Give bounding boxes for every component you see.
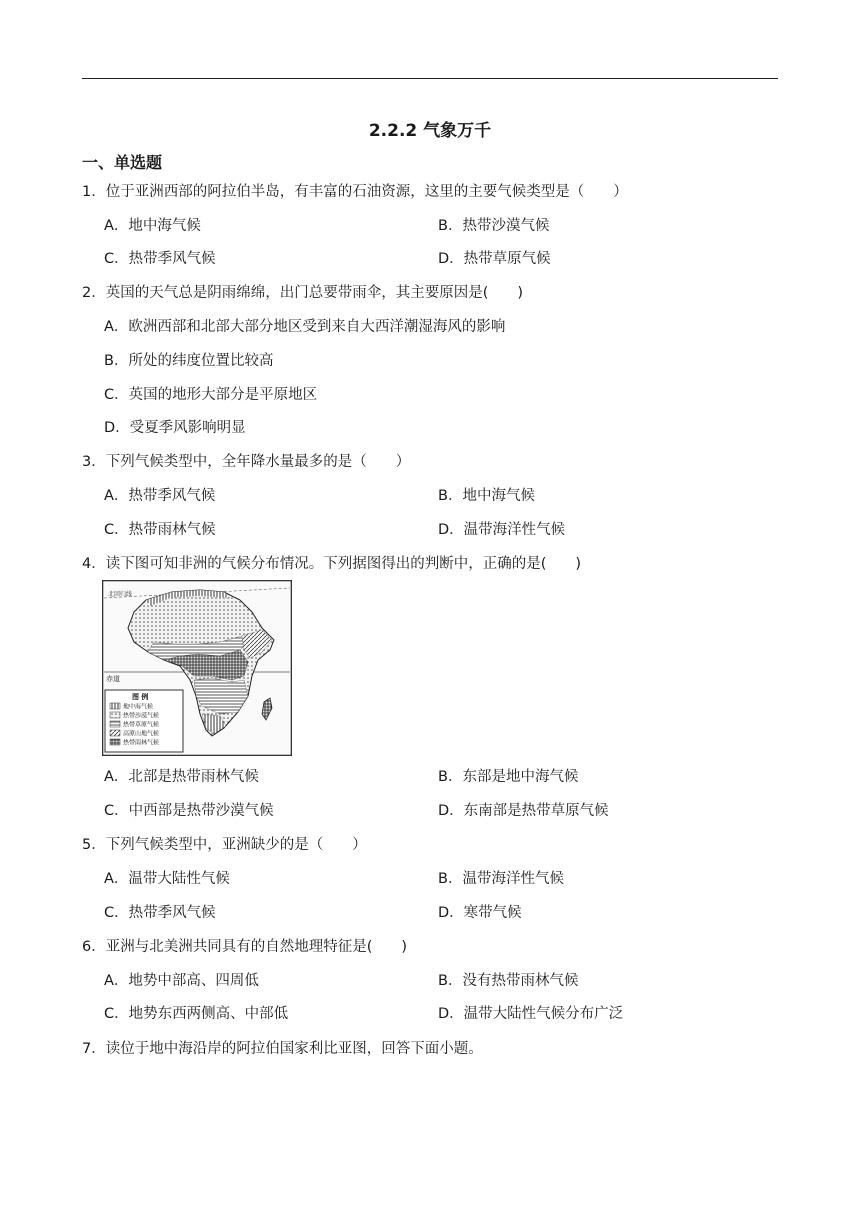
legend-label-1: 地中海气候 [123,703,154,711]
q5-option-a[interactable]: A．温带大陆性气候 [104,871,230,887]
q3-option-a[interactable]: A．热带季风气候 [104,488,216,504]
q2-option-c[interactable]: C．英国的地形大部分是平原地区 [104,387,318,403]
legend-swatch-3 [110,721,120,727]
q1-option-c[interactable]: C．热带季风气候 [104,251,216,267]
legend-swatch-4 [110,730,120,736]
question-stem-2: 2．英国的天气总是阴雨绵绵，出门总要带雨伞，其主要原因是( ) [82,285,524,301]
q4-option-c[interactable]: C．中西部是热带沙漠气候 [104,803,274,819]
legend-label-2: 热带沙漠气候 [123,712,160,720]
q3-option-b[interactable]: B．地中海气候 [438,488,535,504]
tropic-label: 北回归线 [108,591,133,598]
q5-option-c[interactable]: C．热带季风气候 [104,905,216,921]
legend-swatch-1 [110,703,120,709]
legend-swatch-5 [110,739,120,745]
q1-option-a[interactable]: A．地中海气候 [104,218,201,234]
legend-title: 图 例 [132,693,149,701]
legend-label-5: 热带雨林气候 [123,739,160,747]
question-stem-1: 1．位于亚洲西部的阿拉伯半岛，有丰富的石油资源，这里的主要气候类型是（ ） [82,184,628,200]
q2-option-b[interactable]: B．所处的纬度位置比较高 [104,353,274,369]
legend-label-3: 热带草原气候 [123,721,160,729]
q5-option-b[interactable]: B．温带海洋性气候 [438,871,564,887]
africa-climate-map [102,580,292,756]
question-stem-4: 4．读下图可知非洲的气候分布情况。下列据图得出的判断中，正确的是( ) [82,556,582,572]
q3-option-c[interactable]: C．热带雨林气候 [104,522,216,538]
q1-option-d[interactable]: D．热带草原气候 [438,251,551,267]
q2-option-a[interactable]: A．欧洲西部和北部大部分地区受到来自大西洋潮湿海风的影响 [104,319,506,335]
question-stem-7: 7．读位于地中海沿岸的阿拉伯国家利比亚图，回答下面小题。 [82,1041,483,1057]
equator-label: 赤道 [106,675,120,683]
q4-option-b[interactable]: B．东部是地中海气候 [438,769,579,785]
q3-option-d[interactable]: D．温带海洋性气候 [438,522,566,538]
header-rule [82,78,778,79]
question-stem-3: 3．下列气候类型中，全年降水量最多的是（ ） [82,454,411,470]
section-heading: 一、单选题 [82,153,163,172]
q6-option-a[interactable]: A．地势中部高、四周低 [104,973,259,989]
question-stem-6: 6．亚洲与北美洲共同具有的自然地理特征是( ) [82,939,408,955]
q6-option-b[interactable]: B．没有热带雨林气候 [438,973,579,989]
q1-option-b[interactable]: B．热带沙漠气候 [438,218,550,234]
q6-option-c[interactable]: C．地势东西两侧高、中部低 [104,1006,289,1022]
q6-option-d[interactable]: D．温带大陆性气候分布广泛 [438,1006,624,1022]
legend-label-4: 高原山地气候 [123,730,160,738]
legend-swatch-2 [110,712,120,718]
q5-option-d[interactable]: D．寒带气候 [438,905,522,921]
page-title: 2.2.2 气象万千 [368,121,492,141]
q4-option-d[interactable]: D．东南部是热带草原气候 [438,803,609,819]
question-stem-5: 5．下列气候类型中，亚洲缺少的是（ ） [82,837,367,853]
q4-option-a[interactable]: A．北部是热带雨林气候 [104,769,259,785]
q2-option-d[interactable]: D．受夏季风影响明显 [104,420,246,436]
